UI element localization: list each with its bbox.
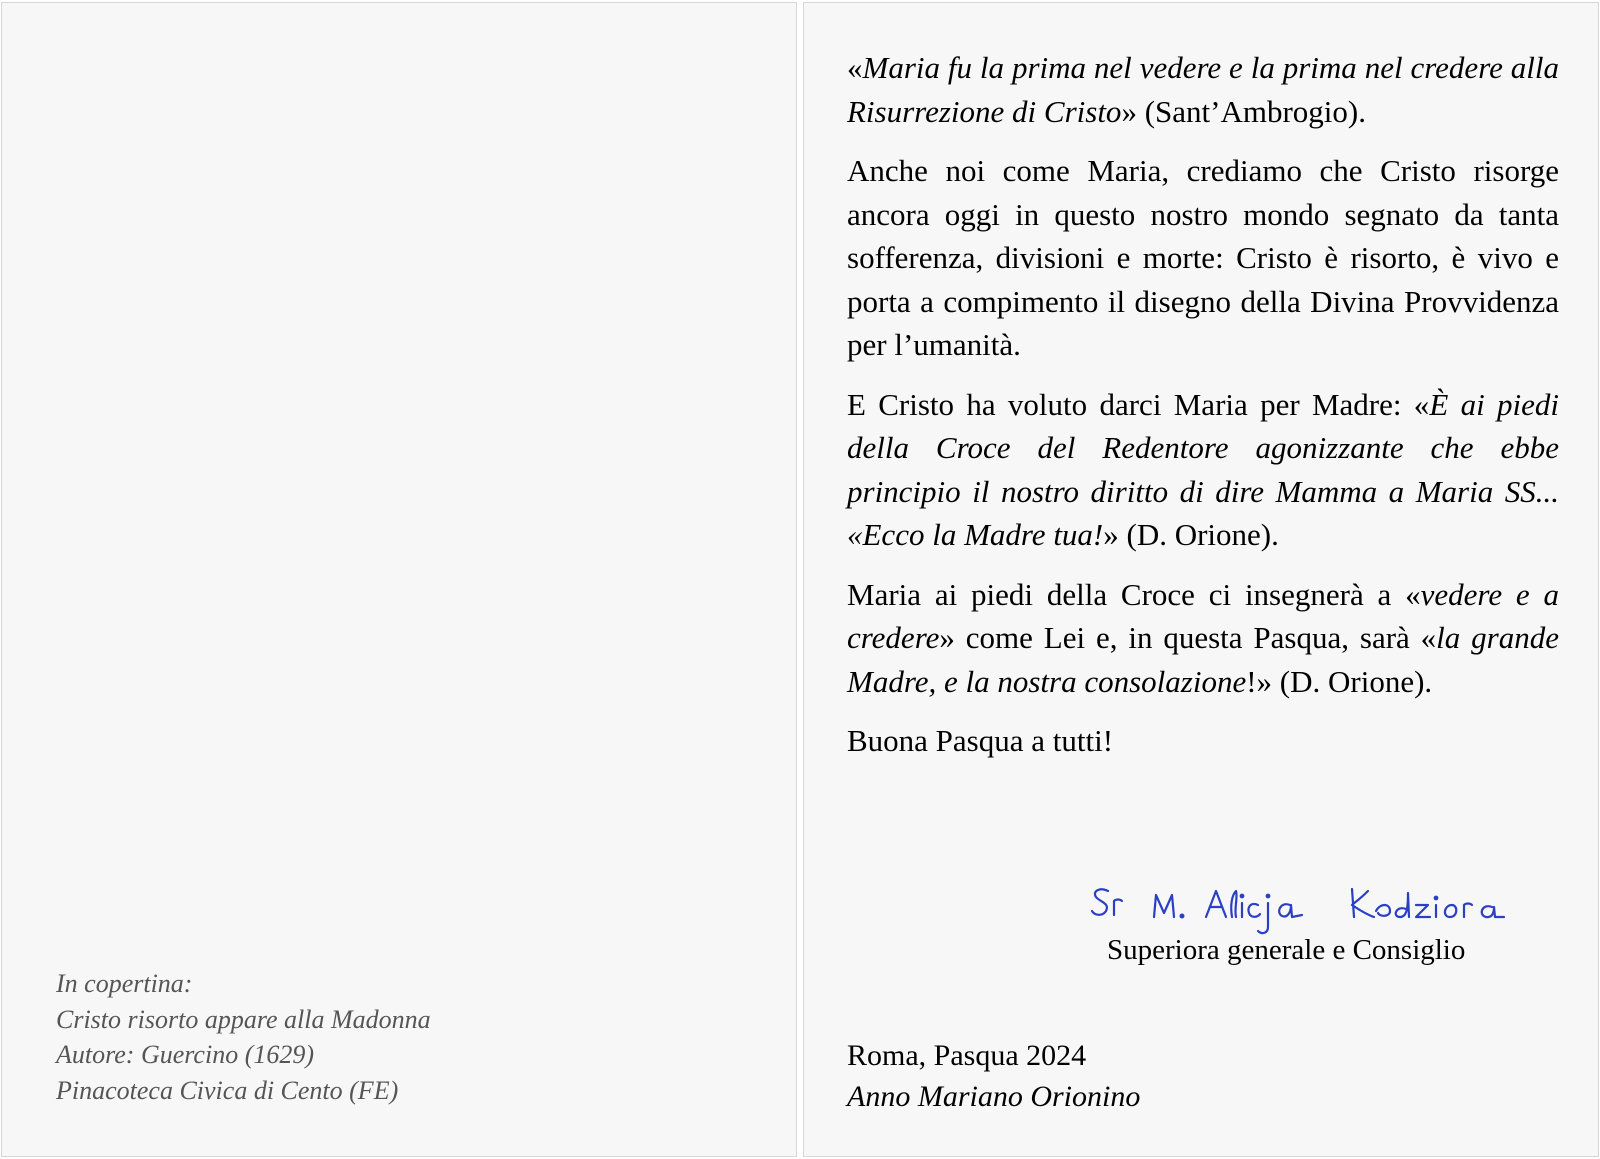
place-date: Roma, Pasqua 2024 (847, 1039, 1087, 1072)
paragraph-mother: E Cristo ha voluto darci Maria per Madre: «È ai piedi della Croce del Redentore agonizzante che ebbe principio il nostro diritto di dire Mamma a Maria SS... «Ecco la Madre tua!» (D. Orione). (847, 386, 1559, 552)
paragraph-easter: Maria ai piedi della Croce ci insegnerà a «vedere e a credere» come Lei e, in questa Pasqua, sarà «la grande Madre, e la nostra consolazione!» (D. Orione). (847, 576, 1559, 699)
signatory-role: Superiora generale e Consiglio (1107, 934, 1466, 966)
letter-body (847, 46, 1559, 779)
caption-heading: In copertina: (56, 969, 193, 998)
year-motto: Anno Mariano Orionino (847, 1080, 1141, 1113)
easter-greeting: Buona Pasqua a tutti! (847, 723, 1114, 758)
paragraph-ambrogio-quote: «Maria fu la prima nel vedere e la prima nel credere alla Risurrezione di Cristo» (Sant’Ambrogio). (847, 50, 1559, 129)
closing-block (847, 1035, 1140, 1117)
right-page (803, 2, 1599, 1157)
left-page (1, 2, 797, 1157)
caption-artwork-title: Cristo risorto appare alla Madonna (56, 1004, 431, 1034)
paragraph-faith: Anche noi come Maria, crediamo che Cristo risorge ancora oggi in questo nostro mondo segnato da tanta sofferenza, divisioni e morte: Cristo è risorto, è vivo e porta a compimento il disegno della Divina Provvidenza per l’umanità. (847, 153, 1559, 362)
caption-author: Autore: Guercino (1629) (56, 1040, 315, 1069)
caption-location: Pinacoteca Civica di Cento (FE) (56, 1075, 399, 1105)
handwritten-signature (1090, 887, 1560, 937)
cover-caption (56, 966, 656, 1108)
